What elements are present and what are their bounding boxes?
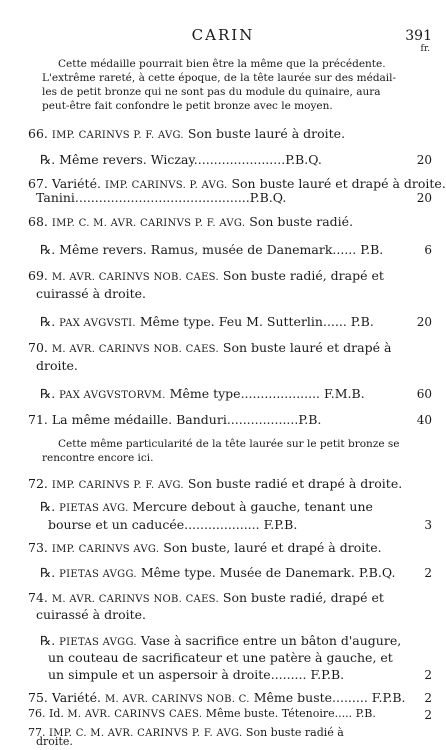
entry-number: 77.: [28, 726, 49, 739]
legend-inscription: M. AVR. CARINVS NOB. CAES.: [51, 272, 219, 283]
text-line: [40, 314, 374, 329]
entry-description: Même revers. Ramus, musée de Danemark...... P.B.: [59, 242, 384, 257]
text-line: [28, 590, 384, 605]
legend-inscription: IMP. CARINVS P. F. AVG.: [51, 130, 184, 141]
entry-description: un couteau de sacrificateur et une patère à gauche, et: [48, 650, 393, 665]
rarity-value: 40: [416, 413, 432, 427]
legend-inscription: IMP. CARINVS AVG.: [51, 544, 160, 555]
entry-number: 76. Id.: [28, 707, 68, 720]
entry-description: un simpule et un aspersoir à droite......... F.P.B.: [48, 667, 345, 682]
entry-description: Son buste lauré à droite.: [183, 126, 346, 141]
entry-number: 69.: [28, 268, 52, 283]
entry-number: 66.: [28, 126, 52, 141]
text-line: [28, 690, 405, 705]
entry-description: Son buste radié à: [242, 726, 344, 739]
rarity-value: 6: [424, 243, 432, 257]
entry-description: Son buste lauré et drapé à: [218, 340, 392, 355]
legend-inscription: M. AVR. CARINVS NOB. C.: [104, 694, 250, 705]
legend-inscription: M. AVR. CARINVS NOB. CAES.: [51, 344, 219, 355]
text-line: [28, 176, 446, 191]
text-line: [36, 735, 73, 748]
entry-number: 71.: [28, 412, 52, 427]
text-line: [40, 633, 401, 648]
text-line: [28, 126, 345, 141]
intro-text: les de petit bronze qui ne sont pas du module du quinaire, aura: [42, 86, 381, 98]
text-line: [28, 412, 321, 427]
entry-number: ℞.: [40, 386, 60, 401]
rarity-value: 2: [424, 691, 432, 705]
legend-inscription: IMP. CARINVS. P. AVG.: [104, 180, 228, 191]
entry-description: Même type. Feu M. Sutterlin...... P.B.: [135, 314, 374, 329]
entry-number: 72.: [28, 476, 52, 491]
page-title: CARIN: [191, 26, 255, 44]
legend-inscription: M. AVR. CARINVS NOB. CAES.: [51, 594, 219, 605]
text-line: [36, 286, 146, 301]
entry-description: Mercure debout à gauche, tenant une: [128, 499, 373, 514]
entry-description: droite.: [36, 358, 78, 373]
entry-number: ℞.: [40, 633, 60, 648]
text-line: [42, 86, 381, 98]
entry-number: ℞.: [40, 242, 60, 257]
legend-inscription: IMP. C. M. AVR. CARINVS P. F. AVG.: [51, 218, 246, 229]
entry-number: 70.: [28, 340, 52, 355]
legend-inscription: PIETAS AVGG.: [59, 637, 137, 648]
text-line: [28, 268, 384, 283]
text-line: [28, 540, 382, 555]
note-text: rencontre encore ici.: [42, 452, 154, 464]
intro-text: L'extrême rareté, à cette époque, de la tête laurée sur des médail-: [42, 72, 397, 84]
text-line: [40, 152, 322, 167]
rarity-value: 20: [416, 153, 432, 167]
rarity-value: 20: [416, 315, 432, 329]
entry-number: ℞.: [40, 499, 60, 514]
entry-number: ℞.: [40, 314, 60, 329]
entry-description: Tanini............................................P.B.Q.: [36, 190, 287, 205]
entry-description: Même revers. Wiczay.......................P.B.Q.: [59, 152, 322, 167]
entry-number: ℞.: [40, 565, 60, 580]
entry-description: cuirassé à droite.: [36, 607, 146, 622]
entry-description: Même buste. Tétenoire..... P.B.: [202, 707, 376, 720]
entry-description: Son buste radié, drapé et: [218, 590, 384, 605]
rarity-value: 2: [424, 708, 432, 722]
entry-description: Même type. Musée de Danemark. P.B.Q.: [136, 565, 396, 580]
text-line: [58, 58, 386, 70]
legend-inscription: PIETAS AVGG.: [59, 569, 137, 580]
legend-inscription: PAX AVGVSTI.: [59, 318, 136, 329]
entry-description: Son buste lauré et drapé à droite.: [227, 176, 446, 191]
signature-mark: fr.: [420, 44, 430, 54]
entry-description: Même type.................... F.M.B.: [165, 386, 365, 401]
legend-inscription: PAX AVGVSTORVM.: [59, 390, 166, 401]
entry-description: La même médaille. Banduri..................P.B.: [51, 412, 322, 427]
entry-description: Son buste radié, drapé et: [218, 268, 384, 283]
entry-description: Son buste radié.: [245, 214, 354, 229]
text-line: [42, 72, 396, 84]
rarity-value: 2: [424, 668, 432, 682]
text-line: [28, 707, 376, 720]
text-line: [48, 517, 297, 532]
text-line: [40, 499, 373, 514]
text-line: [28, 340, 391, 355]
text-line: [28, 214, 353, 229]
rarity-value: 2: [424, 566, 432, 580]
entry-number: 74.: [28, 590, 52, 605]
legend-inscription: IMP. C. M. AVR. CARINVS P. F. AVG.: [49, 728, 243, 739]
legend-inscription: IMP. CARINVS P. F. AVG.: [51, 480, 184, 491]
entry-number: 67. Variété.: [28, 176, 105, 191]
entry-description: droite.: [36, 735, 73, 748]
text-line: [36, 607, 146, 622]
text-line: [42, 452, 153, 464]
text-line: [36, 358, 78, 373]
rarity-value: 3: [424, 518, 432, 532]
entry-description: Vase à sacrifice entre un bâton d'augure,: [136, 633, 402, 648]
page-header: [0, 26, 446, 48]
entry-description: Même buste......... F.P.B.: [249, 690, 406, 705]
intro-text: peut-être fait confondre le petit bronze avec le moyen.: [42, 100, 333, 112]
text-line: [36, 190, 286, 205]
entry-number: ℞.: [40, 152, 60, 167]
text-line: [40, 565, 395, 580]
intro-text: Cette médaille pourrait bien être la même que la précédente.: [58, 58, 386, 70]
entry-description: Son buste radié et drapé à droite.: [183, 476, 403, 491]
page-number: 391: [405, 28, 432, 44]
entry-number: 73.: [28, 540, 52, 555]
text-line: [42, 100, 333, 112]
entry-number: 75. Variété.: [28, 690, 105, 705]
entry-description: cuirassé à droite.: [36, 286, 146, 301]
rarity-value: 20: [416, 191, 432, 205]
text-line: [48, 650, 393, 665]
rarity-value: 60: [416, 387, 432, 401]
legend-inscription: M. AVR. CARINVS CAES.: [67, 709, 203, 720]
text-line: [58, 438, 400, 450]
legend-inscription: PIETAS AVG.: [59, 503, 129, 514]
entry-number: 68.: [28, 214, 52, 229]
text-line: [40, 242, 383, 257]
note-text: Cette même particularité de la tête laurée sur le petit bronze se: [58, 438, 400, 450]
entry-description: bourse et un caducée................... F.P.B.: [48, 517, 298, 532]
text-line: [28, 726, 344, 739]
text-line: [48, 667, 344, 682]
text-line: [40, 386, 365, 401]
entry-description: Son buste, lauré et drapé à droite.: [159, 540, 382, 555]
text-line: [28, 476, 402, 491]
